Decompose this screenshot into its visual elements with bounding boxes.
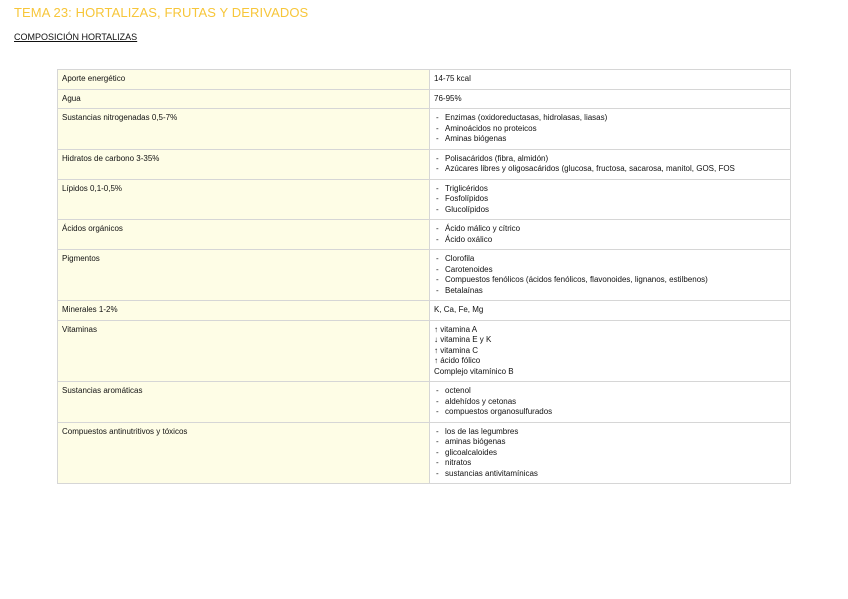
value-list xyxy=(434,154,785,175)
value-list-item: - Aminoácidos no proteicos xyxy=(434,124,785,135)
value-list-item: - Fosfolípidos xyxy=(434,194,785,205)
value-list-item: - Polisacáridos (fibra, almidón) xyxy=(434,154,785,165)
value-line: 14-75 kcal xyxy=(434,74,471,83)
table-row xyxy=(58,179,791,220)
value-list-item: - Clorofila xyxy=(434,254,785,265)
value-line: ↑ vitamina C xyxy=(434,345,479,355)
table-row xyxy=(58,250,791,301)
value-line: ↑ vitamina A xyxy=(434,324,478,334)
table-row xyxy=(58,149,791,179)
value-list-item: - sustancias antivitamínicas xyxy=(434,469,785,480)
component-value xyxy=(430,220,791,250)
value-list-item: - octenol xyxy=(434,386,785,397)
component-value xyxy=(430,89,791,109)
value-list-item: - Enzimas (oxidoreductasas, hidrolasas, liasas) xyxy=(434,113,785,124)
page-title: TEMA 23: HORTALIZAS, FRUTAS Y DERIVADOS xyxy=(14,5,309,20)
component-label: Minerales 1-2% xyxy=(58,301,430,321)
value-list-item: - los de las legumbres xyxy=(434,427,785,438)
table-row xyxy=(58,382,791,423)
value-list-item: - Ácido oxálico xyxy=(434,235,785,246)
component-label: Aporte energético xyxy=(58,70,430,90)
component-value xyxy=(430,109,791,150)
value-list xyxy=(434,254,785,296)
table-row xyxy=(58,301,791,321)
value-list-item: - compuestos organosulfurados xyxy=(434,407,785,418)
component-label: Sustancias nitrogenadas 0,5-7% xyxy=(58,109,430,150)
component-value xyxy=(430,382,791,423)
value-list-item: - nitratos xyxy=(434,458,785,469)
component-label: Ácidos orgánicos xyxy=(58,220,430,250)
value-line: ↑ ácido fólico xyxy=(434,356,481,365)
value-list-item: - Triglicéridos xyxy=(434,184,785,195)
composition-table-body xyxy=(58,70,791,484)
component-label: Sustancias aromáticas xyxy=(58,382,430,423)
value-list-item: - aminas biógenas xyxy=(434,437,785,448)
value-list-item: - Azúcares libres y oligosacáridos (glucosa, fructosa, sacarosa, manitol, GOS, FOS xyxy=(434,164,785,175)
table-row xyxy=(58,422,791,484)
component-label: Pigmentos xyxy=(58,250,430,301)
value-list xyxy=(434,427,785,480)
component-value xyxy=(430,149,791,179)
value-list-item: - Carotenoides xyxy=(434,265,785,276)
component-value xyxy=(430,179,791,220)
value-list-item: - Ácido málico y cítrico xyxy=(434,224,785,235)
value-list-item: - Betalaínas xyxy=(434,286,785,297)
value-line: 76-95% xyxy=(434,93,462,103)
component-label: Hidratos de carbono 3-35% xyxy=(58,149,430,179)
table-row xyxy=(58,109,791,150)
component-value xyxy=(430,70,791,90)
component-label: Lípidos 0,1-0,5% xyxy=(58,179,430,220)
component-value xyxy=(430,422,791,484)
value-list xyxy=(434,224,785,245)
component-value xyxy=(430,301,791,321)
value-list xyxy=(434,184,785,216)
value-list xyxy=(434,113,785,145)
component-label: Compuestos antinutritivos y tóxicos xyxy=(58,422,430,484)
value-list-item: - aldehídos y cetonas xyxy=(434,397,785,408)
value-line: Complejo vitamínico B xyxy=(434,366,514,376)
composition-table xyxy=(57,69,791,484)
value-line: K, Ca, Fe, Mg xyxy=(434,305,484,314)
table-row xyxy=(58,220,791,250)
table-row xyxy=(58,70,791,90)
value-list-item: - Aminas biógenas xyxy=(434,134,785,145)
component-label: Agua xyxy=(58,89,430,109)
value-list-item: - glicoalcaloides xyxy=(434,448,785,459)
section-subtitle: COMPOSICIÓN HORTALIZAS xyxy=(14,32,138,42)
table-row xyxy=(58,320,791,382)
component-value xyxy=(430,320,791,382)
table-row xyxy=(58,89,791,109)
component-label: Vitaminas xyxy=(58,320,430,382)
value-line: ↓ vitamina E y K xyxy=(434,335,492,344)
component-value xyxy=(430,250,791,301)
value-list-item: - Compuestos fenólicos (ácidos fenólicos, flavonoides, lignanos, estilbenos) xyxy=(434,275,785,286)
value-list xyxy=(434,386,785,418)
value-list-item: - Glucolípidos xyxy=(434,205,785,216)
